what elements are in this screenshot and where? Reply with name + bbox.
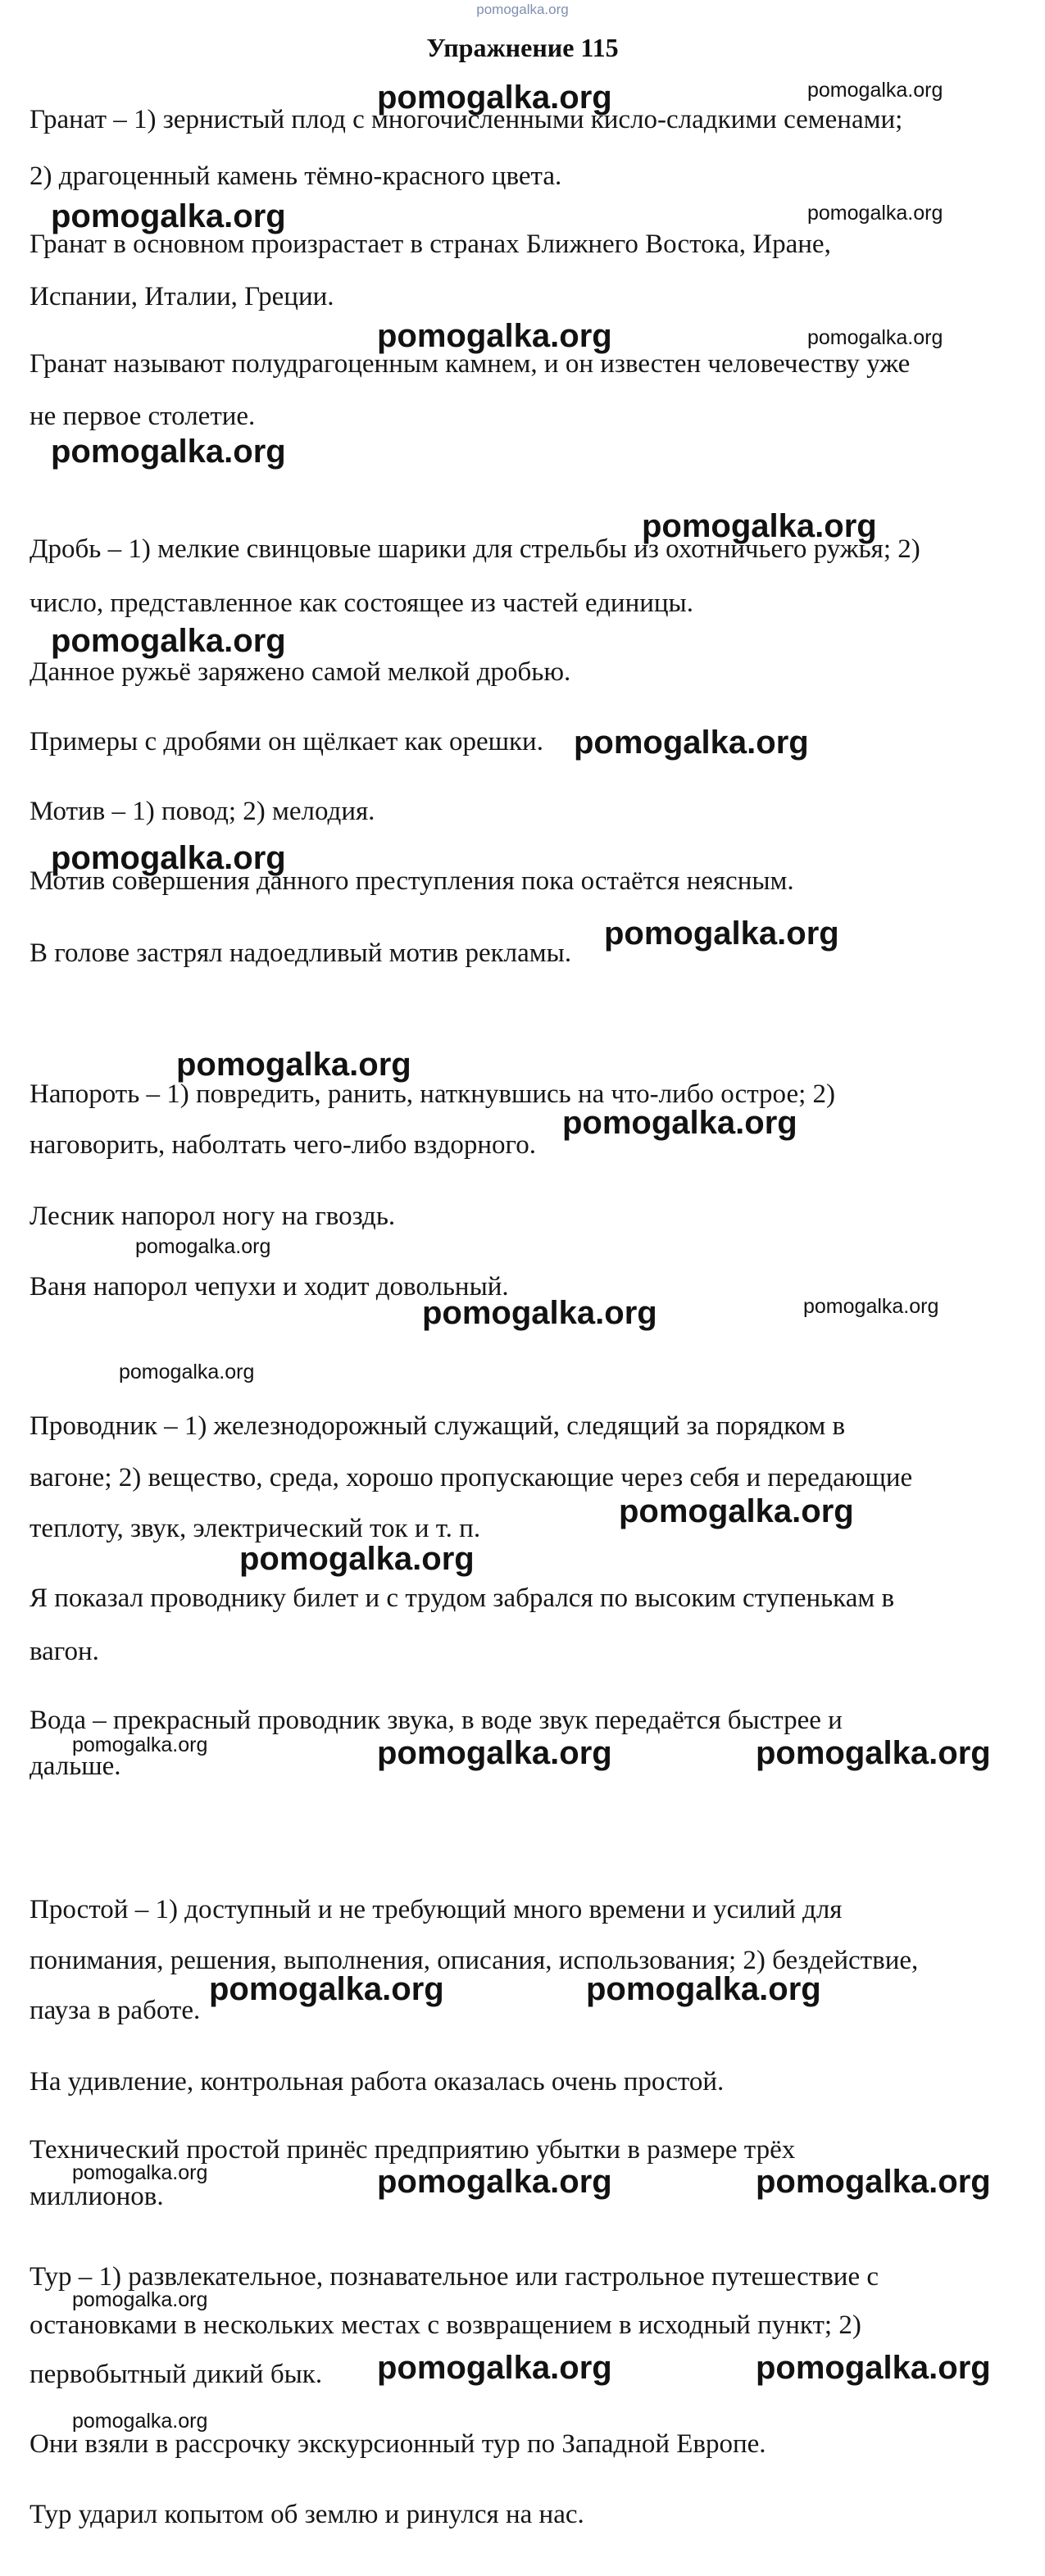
watermark: pomogalka.org <box>51 840 286 876</box>
text-line: Проводник – 1) железнодорожный служащий, следящий за порядком в <box>30 1411 846 1441</box>
text-line: Мотив совершения данного преступления пока остаётся неясным. <box>30 866 794 896</box>
text-line: На удивление, контрольная работа оказалась очень простой. <box>30 2067 725 2097</box>
text-line: Испании, Италии, Греции. <box>30 282 334 311</box>
text-line: вагон. <box>30 1637 99 1666</box>
watermark: pomogalka.org <box>377 318 612 354</box>
text-line: Простой – 1) доступный и не требующий много времени и усилий для <box>30 1895 843 1924</box>
text-line: Они взяли в рассрочку экскурсионный тур по Западной Европе. <box>30 2429 766 2459</box>
text-line: дальше. <box>30 1751 121 1781</box>
watermark: pomogalka.org <box>51 623 286 659</box>
watermark: pomogalka.org <box>586 1971 821 2007</box>
watermark: pomogalka.org <box>72 2288 208 2311</box>
text-line: вагоне; 2) вещество, среда, хорошо пропускающие через себя и передающие <box>30 1463 913 1492</box>
text-line: Гранат – 1) зернистый плод с многочисленными кисло-сладкими семенами; <box>30 105 903 134</box>
text-line: теплоту, звук, электрический ток и т. п. <box>30 1514 481 1543</box>
watermark: pomogalka.org <box>72 2161 208 2184</box>
text-line: Тур – 1) развлекательное, познавательное или гастрольное путешествие с <box>30 2262 879 2292</box>
text-line: В голове застрял надоедливый мотив рекламы. <box>30 938 572 968</box>
text-line: Технический простой принёс предприятию убытки в размере трёх <box>30 2135 796 2165</box>
watermark: pomogalka.org <box>807 326 943 349</box>
text-line: Данное ружьё заряжено самой мелкой дробью. <box>30 657 571 687</box>
text-line: миллионов. <box>30 2182 164 2211</box>
watermark: pomogalka.org <box>756 2350 991 2386</box>
watermark: pomogalka.org <box>51 434 286 470</box>
text-line: не первое столетие. <box>30 402 256 431</box>
page-title: Упражнение 115 <box>426 33 619 62</box>
watermark: pomogalka.org <box>239 1541 475 1577</box>
text-line: наговорить, наболтать чего-либо вздорного. <box>30 1130 537 1160</box>
watermark: pomogalka.org <box>135 1235 271 1258</box>
text-line: Напороть – 1) повредить, ранить, наткнувшись на что-либо острое; 2) <box>30 1079 836 1109</box>
text-line: остановками в нескольких местах с возвращением в исходный пункт; 2) <box>30 2310 861 2340</box>
text-line: Примеры с дробями он щёлкает как орешки. <box>30 727 543 756</box>
watermark: pomogalka.org <box>604 915 839 952</box>
watermark: pomogalka.org <box>756 2164 991 2200</box>
watermark: pomogalka.org <box>422 1295 657 1331</box>
text-line: Вода – прекрасный проводник звука, в воде звук передаётся быстрее и <box>30 1706 843 1735</box>
text-line: Я показал проводнику билет и с трудом забрался по высоким ступенькам в <box>30 1583 895 1613</box>
watermark: pomogalka.org <box>756 1735 991 1771</box>
watermark: pomogalka.org <box>209 1971 444 2007</box>
text-line: число, представленное как состоящее из частей единицы. <box>30 588 693 618</box>
watermark: pomogalka.org <box>803 1295 939 1318</box>
watermark: pomogalka.org <box>377 2350 612 2386</box>
text-line: Гранат в основном произрастает в странах Ближнего Востока, Иране, <box>30 229 831 259</box>
watermark: pomogalka.org <box>377 1735 612 1771</box>
text-line: Лесник напорол ногу на гвоздь. <box>30 1202 396 1231</box>
text-line: Дробь – 1) мелкие свинцовые шарики для стрельбы из охотничьего ружья; 2) <box>30 534 920 564</box>
watermark: pomogalka.org <box>377 80 612 116</box>
text-line: Мотив – 1) повод; 2) мелодия. <box>30 797 375 826</box>
text-line: Ваня напорол чепухи и ходит довольный. <box>30 1272 509 1302</box>
watermark: pomogalka.org <box>619 1493 854 1529</box>
text-line: понимания, решения, выполнения, описания, использования; 2) бездействие, <box>30 1946 919 1975</box>
text-line: Гранат называют полудрагоценным камнем, и он известен человечеству уже <box>30 349 911 379</box>
watermark: pomogalka.org <box>377 2164 612 2200</box>
watermark: pomogalka.org <box>51 198 286 234</box>
text-line: Тур ударил копытом об землю и ринулся на нас. <box>30 2500 584 2529</box>
watermark: pomogalka.org <box>72 2410 208 2433</box>
watermark: pomogalka.org <box>642 508 877 544</box>
text-line: пауза в работе. <box>30 1996 201 2025</box>
watermark: pomogalka.org <box>574 725 809 761</box>
watermark: pomogalka.org <box>176 1047 411 1083</box>
text-line: первобытный дикий бык. <box>30 2360 323 2389</box>
watermark: pomogalka.org <box>807 202 943 225</box>
watermark: pomogalka.org <box>72 1733 208 1756</box>
top-watermark: pomogalka.org <box>476 2 569 17</box>
text-line: 2) драгоценный камень тёмно-красного цвета. <box>30 161 562 191</box>
watermark: pomogalka.org <box>562 1105 797 1141</box>
watermark: pomogalka.org <box>119 1361 255 1383</box>
watermark: pomogalka.org <box>807 79 943 102</box>
